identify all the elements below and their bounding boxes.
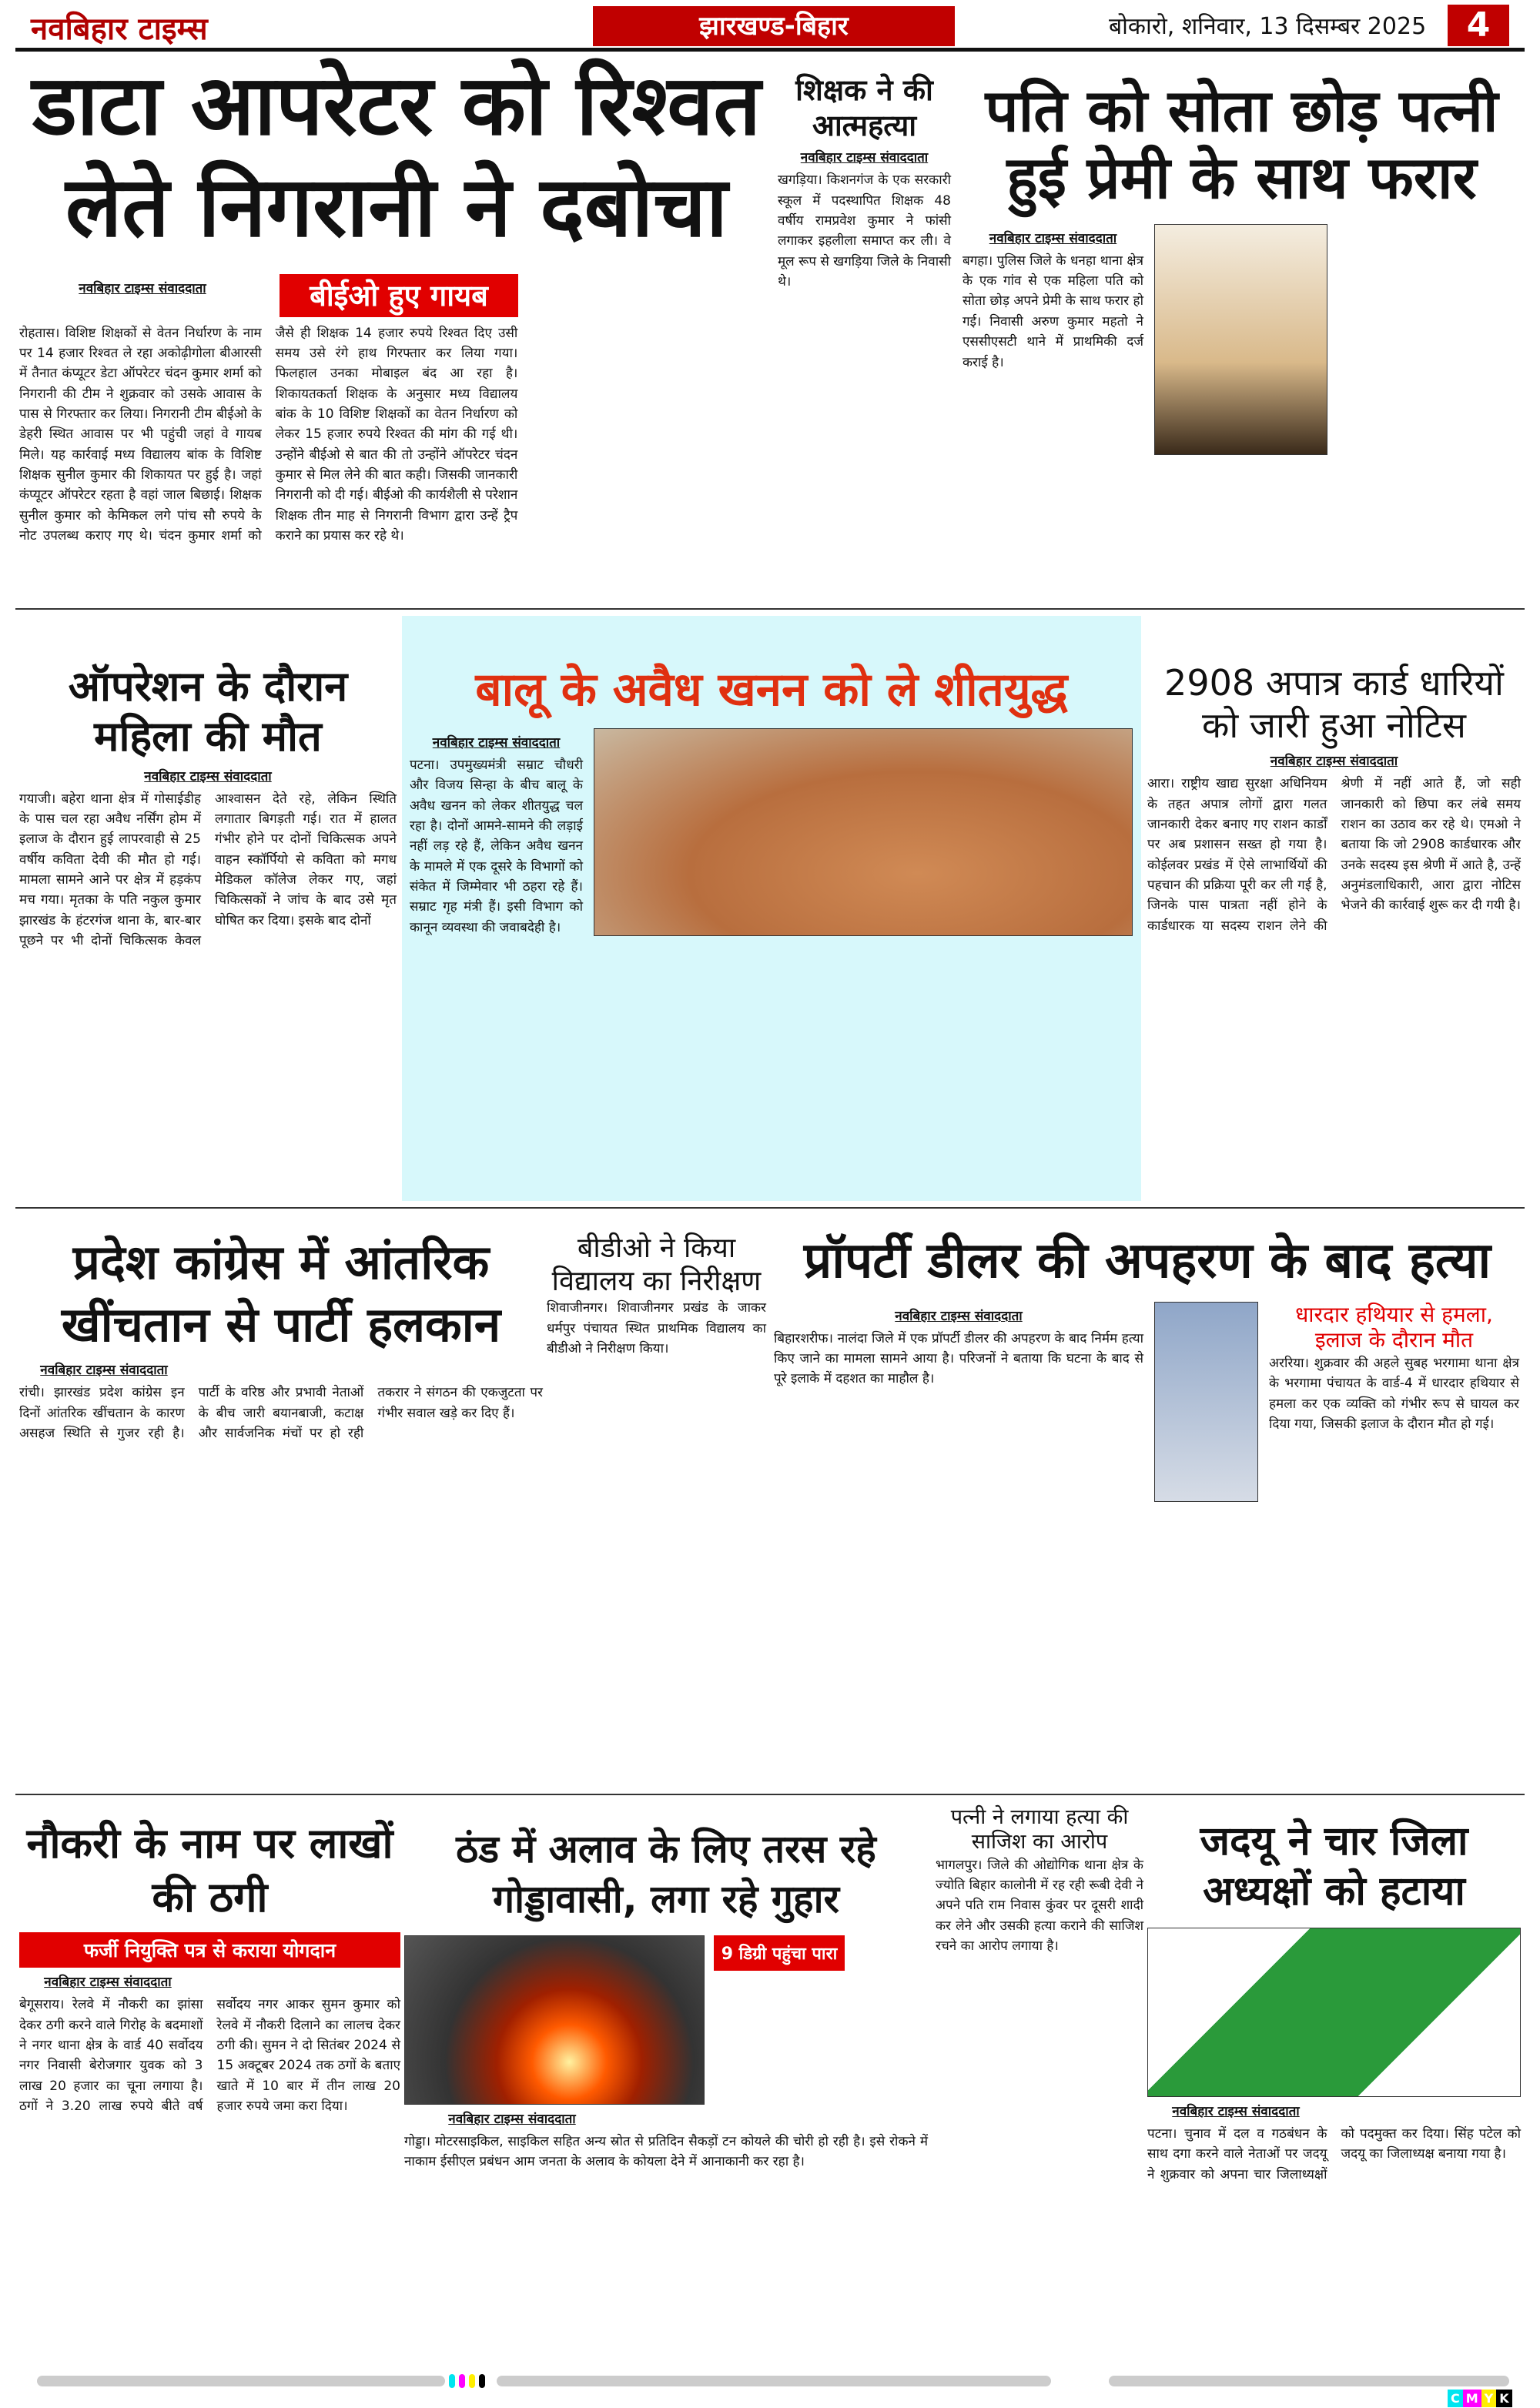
newspaper-logo: नवबिहार टाइम्स bbox=[31, 12, 208, 47]
article-body: पटना। चुनाव में दल व गठबंधन के साथ दगा करने वाले नेताओं पर जदयू ने शुक्रवार को अपना चार जिलाध्यक्षों को पदमुक्त कर दिया। सिंह पटेल को जदयू का जिलाध्यक्ष बनाया गया है। bbox=[1147, 2126, 1521, 2182]
article-sand-mining bbox=[402, 616, 1141, 1201]
headline: बालू के अवैध खनन को ले शीतयुद्ध bbox=[475, 663, 1068, 717]
article-body: पटना। उपमुख्यमंत्री सम्राट चौधरी और विजय सिन्हा के बीच बालू के अवैध खनन को लेकर शीतयुद्ध चल रहा है। दोनों आमने-सामने की लड़ाई नहीं लड़ रहे हैं, लेकिन अवैध खनन के मामले में एक दूसरे के विभागों को संकेत में जिम्मेवार भी ठहरा रहे हैं। सम्राट गृह मंत्री हैं। इसी विभाग को कानून व्यवस्था की जवाबदेही है। bbox=[410, 758, 583, 935]
article-body: बगहा। पुलिस जिले के धनहा थाना क्षेत्र के एक गांव से एक महिला पति को सोता छोड़ अपने प्रेमी के साथ फरार हो गई। निवासी अरुण कुमार महतो ने एससीएसटी थाने में प्राथमिकी दर्ज कराई है। bbox=[962, 253, 1143, 370]
headline: प्रॉपर्टी डीलर की अपहरण के बाद हत्या bbox=[803, 1232, 1491, 1289]
byline: नवबिहार टाइम्स संवाददाता bbox=[432, 735, 561, 751]
article-body: शिवाजीनगर। शिवाजीनगर प्रखंड के जाकर धर्मपुर पंचायत स्थित प्राथमिक विद्यालय का बीडीओ ने निरीक्षण किया। bbox=[547, 1300, 766, 1357]
article-body: गोड्डा। मोटरसाइकिल, साइकिल सहित अन्य स्रोत से प्रतिदिन सैकड़ों टन कोयले की चोरी हो रही है। इसे रोकने में नाकाम ईसीएल प्रबंधन आम जनता के अलाव के कोयला देने में आनाकानी कर रहा है। bbox=[404, 2134, 928, 2170]
registration-bar bbox=[497, 2376, 1051, 2386]
page-number: 4 bbox=[1448, 5, 1509, 46]
cmyk-m: M bbox=[1463, 2390, 1481, 2407]
headline: शिक्षक ने की आत्महत्या bbox=[795, 73, 933, 142]
byline: नवबिहार टाइम्स संवाददाता bbox=[1172, 2104, 1300, 2119]
article-body: भागलपुर। जिले की ओद्योगिक थाना क्षेत्र के ज्योति बिहार कालोनी में रह रही रूबी देवी ने अपने पति राम निवास कुंवर पर दूसरी शादी कर लेने और उसकी हत्या कराने की साजिश रचने का आरोप लगाया है। bbox=[936, 1857, 1143, 1955]
article-body: रोहतास। विशिष्ट शिक्षकों से वेतन निर्धारण के नाम पर 14 हजार रिश्वत ले रहा अकोढ़ीगोला बीआरसी में तैनात कंप्यूटर डेटा ऑपरेटर चंदन कुमार शर्मा को निगरानी की टीम ने शुक्रवार को उसके आवास के पास से गिरफ्तार कर लिया। निगरानी टीम बीईओ के डेहरी स्थित आवास पर भी पहुंची जहां वे गायब मिले। यह कार्रवाई मध्य विद्यालय बांक के विशिष्ट शिक्षक सुनील कुमार की शिकायत पर हुई है। जहां कंप्यूटर ऑपरेटर रहता है वहां जाल बिछाई। शिक्षक सुनील कुमार को केमिकल लगे पांच सौ रुपये के नोट उपलब्ध कराए गए थे। चंदन कुमार शर्मा को जैसे ही शिक्षक 14 हजार रुपये रिश्वत दिए उसी समय उसे रंगे हाथ गिरफ्तार कर लिया गया। फिलहाल उनका मोबाइल बंद आ रहा है। शिकायतकर्ता शिक्षक के अनुसार मध्य विद्यालय बांक के 10 विशिष्ट शिक्षकों का वेतन निर्धारण को लेकर 15 हजार रुपये रिश्वत की मांग की गई थी। उन्होंने बीईओ से बात की तो उन्होंने ऑपरेटर चंदन कुमार से मिल लेने की बात कही। जिसकी जानकारी निगरानी को दी गई। बीईओ की कार्यशैली से परेशान शिक्षक तीन माह से निगरानी विभाग द्वारा उन्हें ट्रैप कराने का प्रयास कर रहे थे। bbox=[19, 325, 518, 543]
article-body: अररिया। शुक्रवार की अहले सुबह भरगामा थाना क्षेत्र के भरगामा पंचायत के वार्ड-4 में धारदार हथियार से हमला कर एक व्यक्ति को गंभीर रूप से घायल कर दिया गया, जिसकी इलाज के दौरान मौत हो गई। bbox=[1269, 1355, 1519, 1433]
headline: बीडीओ ने किया विद्यालय का निरीक्षण bbox=[551, 1232, 762, 1298]
cmyk-c: C bbox=[1448, 2390, 1463, 2407]
couple-silhouette-photo bbox=[1154, 224, 1327, 455]
subhead-box: बीईओ हुए गायब bbox=[280, 274, 518, 317]
byline: नवबिहार टाइम्स संवाददाता bbox=[448, 2112, 576, 2127]
black-mark bbox=[479, 2374, 485, 2388]
masthead-rule bbox=[15, 48, 1525, 52]
byline: नवबिहार टाइम्स संवाददाता bbox=[144, 768, 272, 784]
byline: नवबिहार टाइम्स संवाददाता bbox=[989, 230, 1117, 246]
article-body: रांची। झारखंड प्रदेश कांग्रेस इन दिनों आंतरिक खींचतान के कारण असहज स्थिति से गुजर रही है। पार्टी के वरिष्ठ और प्रभावी नेताओं के बीच जारी बयानबाजी, कटाक्ष और सार्वजनिक मंचों पर हो रही तकरार ने संगठन की एकजुटता पर गंभीर सवाल खड़े कर दिए हैं। bbox=[19, 1385, 543, 1441]
dead-body-feet-photo bbox=[1154, 1302, 1258, 1502]
article-body: गयाजी। बहेरा थाना क्षेत्र में गोसाईडीह के पास चल रहा अवैध नर्सिंग होम में इलाज के दौरान हुई लापरवाही से 25 वर्षीय कविता देवी की मौत हो गई। मामला सामने आने पर क्षेत्र में हड़कंप मच गया। मृतका के पति नकुल कुमार झारखंड के हंटरगंज थाना के, बार-बार पूछने पर भी दोनों चिकित्सक केवल आश्वासन देते रहे, लेकिन स्थिति लगातार बिगड़ती गई। रात में हालत गंभीर होने पर दोनों चिकित्सक अपने वाहन स्कॉर्पियो से कविता को मगध मेडिकल कॉलेज लेकर गए, जहां चिकित्सकों ने जांच के बाद उसे मृत घोषित कर दिया। इसके बाद दोनों bbox=[19, 791, 397, 948]
article-job-fraud bbox=[19, 1817, 400, 2116]
bonfire-photo bbox=[404, 1935, 705, 2105]
article-body: बेगूसराय। रेलवे में नौकरी का झांसा देकर ठगी करने वाले गिरोह के बदमाशों ने नगर थाना क्षेत्र के वार्ड 40 सर्वोदय नगर निवासी बेरोजगार युवक को 3 लाख 20 हजार का चूना लगाया है। ठगों ने 3.20 लाख रुपये बीते वर्ष सर्वोदय नगर आकर सुमन कुमार को रेलवे में नौकरी दिलाने का लालच देकर ठगी की। सुमन ने दो सितंबर 2024 से 15 अक्टूबर 2024 तक ठगों के बताए खाते में 10 बार में तीन लाख 20 हजार रुपये जमा करा दिया। bbox=[19, 1997, 400, 2115]
cmyk-y: Y bbox=[1481, 2390, 1497, 2407]
article-teacher-suicide bbox=[778, 73, 951, 292]
article-property-dealer bbox=[774, 1232, 1521, 1502]
sand-pile-photo bbox=[594, 728, 1133, 936]
article-wife-allegation bbox=[936, 1805, 1143, 1957]
cmyk-strip bbox=[1448, 2390, 1512, 2407]
subhead-box: 9 डिग्री पहुंचा पारा bbox=[714, 1935, 845, 1971]
registration-bar bbox=[37, 2376, 445, 2386]
article-bdo-inspection bbox=[547, 1232, 766, 1359]
headline: डाटा आपरेटर को रिश्वत लेते निगरानी ने दबोचा bbox=[32, 58, 762, 256]
cyan-mark bbox=[449, 2374, 455, 2388]
byline: नवबिहार टाइम्स संवाददाता bbox=[40, 1363, 168, 1379]
article-body: खगड़िया। किशनगंज के एक सरकारी स्कूल में पदस्थापित शिक्षक 48 वर्षीय रामप्रवेश कुमार ने फांसी लगाकर इहलीला समाप्त कर ली। वे मूल रूप से खगड़िया जिले के निवासी थे। bbox=[778, 172, 951, 289]
section-label: झारखण्ड-बिहार bbox=[593, 6, 955, 46]
headline: पति को सोता छोड़ पत्नी हुई प्रेमी के साथ फरार bbox=[985, 76, 1498, 212]
headline: प्रदेश कांग्रेस में आंतरिक खींचतान से पार्टी हलकान bbox=[61, 1234, 501, 1353]
headline: जदयू ने चार जिला अध्यक्षों को हटाया bbox=[1200, 1818, 1468, 1915]
byline: नवबिहार टाइम्स संवाददाता bbox=[1270, 754, 1398, 770]
article-bonfire bbox=[404, 1824, 928, 2172]
yellow-mark bbox=[469, 2374, 475, 2388]
headline: ठंड में अलाव के लिए तरस रहे गोड्डावासी, लगा रहे गुहार bbox=[456, 1827, 876, 1921]
article-operation-death bbox=[19, 662, 397, 951]
headline: ऑपरेशन के दौरान महिला की मौत bbox=[68, 662, 348, 761]
article-body: बिहारशरीफ। नालंदा जिले में एक प्रॉपर्टी डीलर की अपहरण के बाद निर्मम हत्या किए जाने का मामला सामने आया है। परिजनों ने बताया कि घटना के बाद से पूरे इलाके में दहशत का माहौल है। bbox=[774, 1330, 1143, 1387]
subhead: धारदार हथियार से हमला, इलाज के दौरान मौत bbox=[1295, 1301, 1493, 1353]
article-jdu bbox=[1147, 1817, 1521, 2185]
headline: 2908 अपात्र कार्ड धारियों को जारी हुआ नोटिस bbox=[1164, 662, 1504, 747]
byline: नवबिहार टाइम्स संवाददाता bbox=[895, 1308, 1023, 1324]
article-bribe bbox=[19, 55, 774, 554]
byline: नवबिहार टाइम्स संवाददाता bbox=[800, 150, 929, 166]
article-congress bbox=[19, 1232, 543, 1443]
byline: नवबिहार टाइम्स संवाददाता bbox=[79, 280, 206, 296]
byline: नवबिहार टाइम्स संवाददाता bbox=[44, 1975, 172, 1991]
jdu-flag-image bbox=[1147, 1928, 1521, 2097]
article-wife-eloped bbox=[962, 77, 1521, 455]
magenta-mark bbox=[459, 2374, 465, 2388]
subhead-box: फर्जी नियुक्ति पत्र से कराया योगदान bbox=[19, 1932, 400, 1968]
article-body: आरा। राष्ट्रीय खाद्य सुरक्षा अधिनियम के तहत अपात्र लोगों द्वारा गलत जानकारी देकर बनाए गए राशन कार्डों पर अब प्रशासन सख्त हो गया है। कोईलवर प्रखंड में ऐसे लाभार्थियों की पहचान की प्रक्रिया पूरी कर ली गई है, जिनके पास पात्रता नहीं होने के कार्डधारक या सदस्य राशन लेने की श्रेणी में नहीं आते हैं, जो सही जानकारी को छिपा कर लंबे समय राशन का उठाव कर रहे थे। एमओ ने बताया कि जो 2908 कार्डधारक और उनके सदस्य इस श्रेणी में आते है, उन्हें अनुमंडलाधिकारी, आरा द्वारा नोटिस भेजने की कार्रवाई शुरू कर दी गयी है। bbox=[1147, 776, 1521, 934]
cmyk-k: K bbox=[1496, 2390, 1512, 2407]
divider bbox=[15, 1207, 1525, 1209]
registration-bar bbox=[1109, 2376, 1509, 2386]
article-ration-notice bbox=[1147, 662, 1521, 936]
headline: पत्नी ने लगाया हत्या की साजिश का आरोप bbox=[950, 1805, 1129, 1854]
edition-date: बोकारो, शनिवार, 13 दिसम्बर 2025 bbox=[1109, 13, 1427, 40]
divider bbox=[15, 608, 1525, 610]
headline: नौकरी के नाम पर लाखों की ठगी bbox=[26, 1819, 393, 1922]
divider bbox=[15, 1794, 1525, 1795]
